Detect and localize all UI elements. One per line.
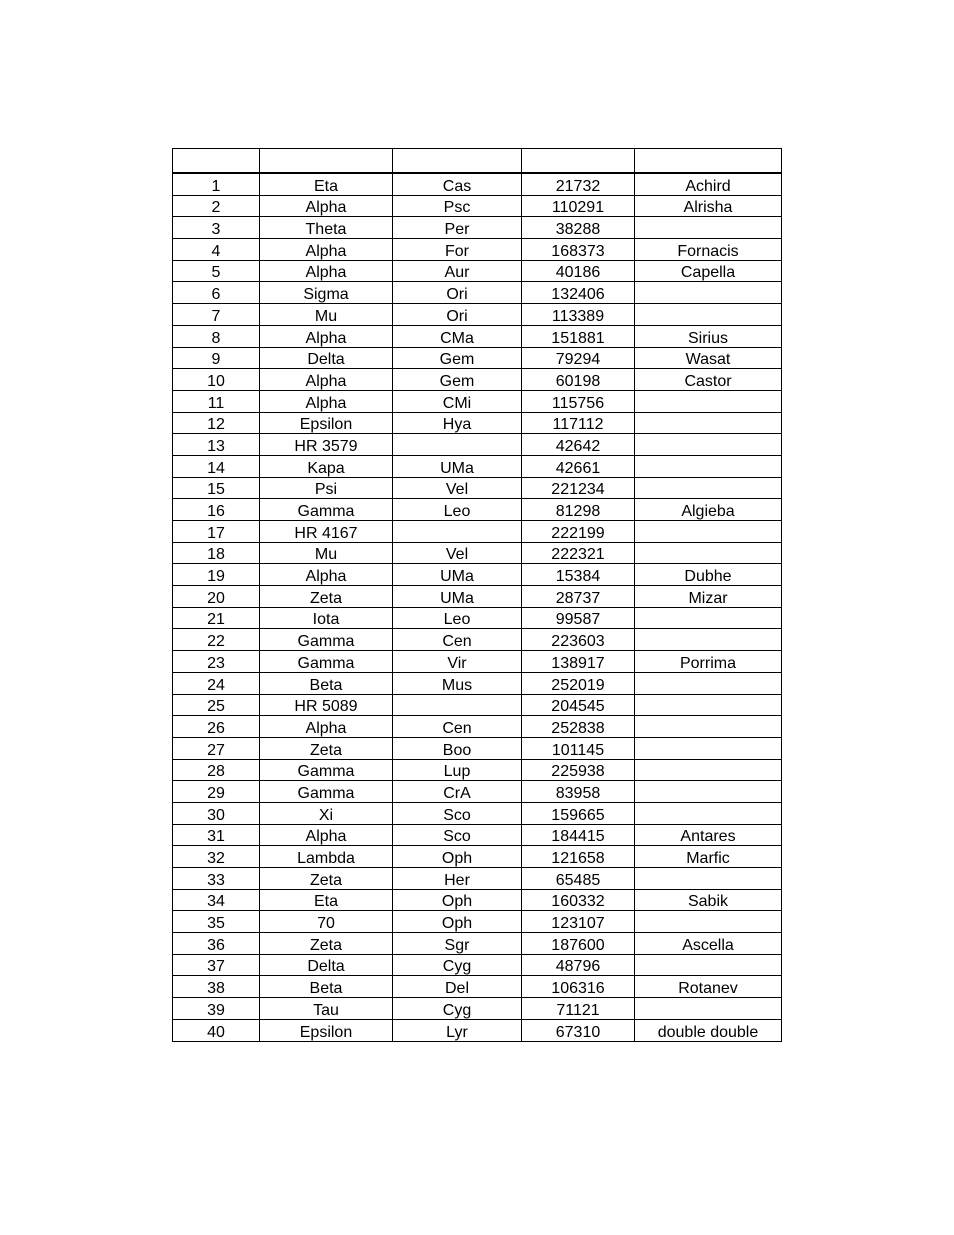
- constellation-cell: [393, 521, 522, 543]
- table-row: [173, 217, 782, 239]
- star-name-cell: Alpha: [260, 239, 393, 261]
- constellation-cell: Ori: [393, 304, 522, 326]
- table-row: [173, 521, 782, 543]
- catalog-number-cell: 222199: [522, 521, 635, 543]
- constellation-cell: Hya: [393, 412, 522, 434]
- star-name-cell: HR 4167: [260, 521, 393, 543]
- table-row: [173, 954, 782, 976]
- catalog-number-cell: 184415: [522, 824, 635, 846]
- header-cell: [393, 149, 522, 174]
- constellation-cell: Oph: [393, 911, 522, 933]
- catalog-number-cell: 106316: [522, 976, 635, 998]
- star-name-cell: Kapa: [260, 455, 393, 477]
- index-cell: 29: [173, 781, 260, 803]
- table-header-row: [173, 149, 782, 174]
- constellation-cell: Leo: [393, 499, 522, 521]
- catalog-number-cell: 252838: [522, 716, 635, 738]
- table-row: [173, 260, 782, 282]
- constellation-cell: Cyg: [393, 998, 522, 1020]
- constellation-cell: Oph: [393, 846, 522, 868]
- table-row: [173, 542, 782, 564]
- catalog-number-cell: 83958: [522, 781, 635, 803]
- proper-name-cell: [635, 434, 782, 456]
- index-cell: 37: [173, 954, 260, 976]
- table-row: [173, 195, 782, 217]
- constellation-cell: CMa: [393, 325, 522, 347]
- proper-name-cell: [635, 521, 782, 543]
- table-row: [173, 976, 782, 998]
- proper-name-cell: [635, 390, 782, 412]
- catalog-number-cell: 168373: [522, 239, 635, 261]
- star-name-cell: Eta: [260, 173, 393, 195]
- table-row: [173, 325, 782, 347]
- table-row: [173, 716, 782, 738]
- table-row: [173, 239, 782, 261]
- table-row: [173, 369, 782, 391]
- catalog-number-cell: 42661: [522, 455, 635, 477]
- index-cell: 17: [173, 521, 260, 543]
- index-cell: 6: [173, 282, 260, 304]
- table-row: [173, 434, 782, 456]
- constellation-cell: Cas: [393, 173, 522, 195]
- star-name-cell: Zeta: [260, 868, 393, 890]
- table-row: [173, 412, 782, 434]
- index-cell: 16: [173, 499, 260, 521]
- proper-name-cell: [635, 455, 782, 477]
- star-name-cell: Alpha: [260, 260, 393, 282]
- proper-name-cell: [635, 282, 782, 304]
- proper-name-cell: Algieba: [635, 499, 782, 521]
- constellation-cell: Lup: [393, 759, 522, 781]
- constellation-cell: Sco: [393, 802, 522, 824]
- index-cell: 3: [173, 217, 260, 239]
- catalog-number-cell: 71121: [522, 998, 635, 1020]
- constellation-cell: UMa: [393, 586, 522, 608]
- star-name-cell: Eta: [260, 889, 393, 911]
- constellation-cell: Del: [393, 976, 522, 998]
- table-row: [173, 737, 782, 759]
- proper-name-cell: [635, 737, 782, 759]
- catalog-number-cell: 159665: [522, 802, 635, 824]
- table-row: [173, 824, 782, 846]
- catalog-number-cell: 99587: [522, 607, 635, 629]
- star-name-cell: Gamma: [260, 499, 393, 521]
- catalog-number-cell: 67310: [522, 1019, 635, 1041]
- index-cell: 15: [173, 477, 260, 499]
- constellation-cell: Lyr: [393, 1019, 522, 1041]
- constellation-cell: Gem: [393, 369, 522, 391]
- proper-name-cell: [635, 716, 782, 738]
- table-row: [173, 455, 782, 477]
- proper-name-cell: [635, 477, 782, 499]
- catalog-number-cell: 117112: [522, 412, 635, 434]
- star-name-cell: Zeta: [260, 933, 393, 955]
- index-cell: 11: [173, 390, 260, 412]
- index-cell: 13: [173, 434, 260, 456]
- index-cell: 2: [173, 195, 260, 217]
- star-name-cell: Zeta: [260, 586, 393, 608]
- proper-name-cell: [635, 304, 782, 326]
- constellation-cell: Cyg: [393, 954, 522, 976]
- index-cell: 21: [173, 607, 260, 629]
- star-name-cell: Gamma: [260, 651, 393, 673]
- catalog-number-cell: 38288: [522, 217, 635, 239]
- proper-name-cell: [635, 998, 782, 1020]
- star-name-cell: Lambda: [260, 846, 393, 868]
- table-row: [173, 173, 782, 195]
- catalog-number-cell: 21732: [522, 173, 635, 195]
- index-cell: 33: [173, 868, 260, 890]
- star-name-cell: Gamma: [260, 629, 393, 651]
- constellation-cell: [393, 434, 522, 456]
- index-cell: 12: [173, 412, 260, 434]
- constellation-cell: Mus: [393, 672, 522, 694]
- catalog-number-cell: 138917: [522, 651, 635, 673]
- table-row: [173, 911, 782, 933]
- catalog-number-cell: 42642: [522, 434, 635, 456]
- table-row: [173, 672, 782, 694]
- star-name-cell: Gamma: [260, 759, 393, 781]
- header-cell: [260, 149, 393, 174]
- star-name-cell: Alpha: [260, 716, 393, 738]
- table-row: [173, 846, 782, 868]
- catalog-number-cell: 60198: [522, 369, 635, 391]
- proper-name-cell: [635, 868, 782, 890]
- proper-name-cell: [635, 911, 782, 933]
- index-cell: 23: [173, 651, 260, 673]
- star-name-cell: 70: [260, 911, 393, 933]
- table-row: [173, 1019, 782, 1041]
- table-row: [173, 586, 782, 608]
- index-cell: 22: [173, 629, 260, 651]
- catalog-number-cell: 28737: [522, 586, 635, 608]
- catalog-number-cell: 115756: [522, 390, 635, 412]
- table-row: [173, 347, 782, 369]
- star-name-cell: Tau: [260, 998, 393, 1020]
- constellation-cell: For: [393, 239, 522, 261]
- table-row: [173, 304, 782, 326]
- header-cell: [173, 149, 260, 174]
- constellation-cell: Vel: [393, 477, 522, 499]
- proper-name-cell: Dubhe: [635, 564, 782, 586]
- table-row: [173, 282, 782, 304]
- proper-name-cell: [635, 607, 782, 629]
- index-cell: 1: [173, 173, 260, 195]
- index-cell: 34: [173, 889, 260, 911]
- constellation-cell: Aur: [393, 260, 522, 282]
- constellation-cell: CMi: [393, 390, 522, 412]
- catalog-number-cell: 40186: [522, 260, 635, 282]
- table-row: [173, 781, 782, 803]
- catalog-number-cell: 151881: [522, 325, 635, 347]
- catalog-number-cell: 121658: [522, 846, 635, 868]
- table-row: [173, 759, 782, 781]
- proper-name-cell: Wasat: [635, 347, 782, 369]
- catalog-number-cell: 123107: [522, 911, 635, 933]
- catalog-number-cell: 48796: [522, 954, 635, 976]
- index-cell: 5: [173, 260, 260, 282]
- star-name-cell: Alpha: [260, 195, 393, 217]
- table-row: [173, 998, 782, 1020]
- table-row: [173, 607, 782, 629]
- constellation-cell: UMa: [393, 455, 522, 477]
- header-cell: [635, 149, 782, 174]
- star-name-cell: Beta: [260, 976, 393, 998]
- star-name-cell: Alpha: [260, 369, 393, 391]
- proper-name-cell: Sirius: [635, 325, 782, 347]
- proper-name-cell: [635, 759, 782, 781]
- proper-name-cell: [635, 954, 782, 976]
- table-row: [173, 651, 782, 673]
- star-name-cell: Delta: [260, 347, 393, 369]
- proper-name-cell: Mizar: [635, 586, 782, 608]
- constellation-cell: Gem: [393, 347, 522, 369]
- proper-name-cell: Marfic: [635, 846, 782, 868]
- proper-name-cell: [635, 217, 782, 239]
- proper-name-cell: Sabik: [635, 889, 782, 911]
- catalog-number-cell: 187600: [522, 933, 635, 955]
- index-cell: 7: [173, 304, 260, 326]
- catalog-number-cell: 222321: [522, 542, 635, 564]
- star-name-cell: Psi: [260, 477, 393, 499]
- star-name-cell: HR 3579: [260, 434, 393, 456]
- index-cell: 26: [173, 716, 260, 738]
- constellation-cell: Boo: [393, 737, 522, 759]
- index-cell: 39: [173, 998, 260, 1020]
- table-row: [173, 868, 782, 890]
- star-table: [172, 148, 782, 1042]
- star-name-cell: Theta: [260, 217, 393, 239]
- catalog-number-cell: 79294: [522, 347, 635, 369]
- star-name-cell: Alpha: [260, 564, 393, 586]
- index-cell: 36: [173, 933, 260, 955]
- index-cell: 19: [173, 564, 260, 586]
- catalog-number-cell: 113389: [522, 304, 635, 326]
- star-name-cell: Delta: [260, 954, 393, 976]
- proper-name-cell: Rotanev: [635, 976, 782, 998]
- star-name-cell: Alpha: [260, 390, 393, 412]
- proper-name-cell: Ascella: [635, 933, 782, 955]
- table-row: [173, 802, 782, 824]
- star-name-cell: Mu: [260, 542, 393, 564]
- index-cell: 18: [173, 542, 260, 564]
- index-cell: 40: [173, 1019, 260, 1041]
- index-cell: 38: [173, 976, 260, 998]
- proper-name-cell: [635, 694, 782, 716]
- proper-name-cell: [635, 542, 782, 564]
- index-cell: 27: [173, 737, 260, 759]
- catalog-number-cell: 101145: [522, 737, 635, 759]
- index-cell: 35: [173, 911, 260, 933]
- table-row: [173, 933, 782, 955]
- constellation-cell: Sco: [393, 824, 522, 846]
- constellation-cell: Oph: [393, 889, 522, 911]
- constellation-cell: UMa: [393, 564, 522, 586]
- proper-name-cell: [635, 781, 782, 803]
- catalog-number-cell: 132406: [522, 282, 635, 304]
- constellation-cell: Vir: [393, 651, 522, 673]
- index-cell: 20: [173, 586, 260, 608]
- constellation-cell: Psc: [393, 195, 522, 217]
- index-cell: 30: [173, 802, 260, 824]
- proper-name-cell: [635, 629, 782, 651]
- star-name-cell: HR 5089: [260, 694, 393, 716]
- star-name-cell: Zeta: [260, 737, 393, 759]
- constellation-cell: Cen: [393, 629, 522, 651]
- star-name-cell: Beta: [260, 672, 393, 694]
- index-cell: 28: [173, 759, 260, 781]
- catalog-number-cell: 65485: [522, 868, 635, 890]
- star-name-cell: Mu: [260, 304, 393, 326]
- star-name-cell: Gamma: [260, 781, 393, 803]
- table-row: [173, 477, 782, 499]
- catalog-number-cell: 221234: [522, 477, 635, 499]
- proper-name-cell: Achird: [635, 173, 782, 195]
- proper-name-cell: [635, 672, 782, 694]
- star-table-body: [173, 149, 782, 1042]
- proper-name-cell: Antares: [635, 824, 782, 846]
- table-row: [173, 694, 782, 716]
- catalog-number-cell: 252019: [522, 672, 635, 694]
- proper-name-cell: Porrima: [635, 651, 782, 673]
- proper-name-cell: [635, 412, 782, 434]
- constellation-cell: CrA: [393, 781, 522, 803]
- star-name-cell: Alpha: [260, 824, 393, 846]
- catalog-number-cell: 223603: [522, 629, 635, 651]
- constellation-cell: Per: [393, 217, 522, 239]
- index-cell: 14: [173, 455, 260, 477]
- index-cell: 8: [173, 325, 260, 347]
- proper-name-cell: Alrisha: [635, 195, 782, 217]
- index-cell: 31: [173, 824, 260, 846]
- star-name-cell: Alpha: [260, 325, 393, 347]
- constellation-cell: Sgr: [393, 933, 522, 955]
- constellation-cell: Leo: [393, 607, 522, 629]
- star-name-cell: Iota: [260, 607, 393, 629]
- proper-name-cell: [635, 802, 782, 824]
- star-name-cell: Xi: [260, 802, 393, 824]
- catalog-number-cell: 204545: [522, 694, 635, 716]
- table-row: [173, 564, 782, 586]
- catalog-number-cell: 81298: [522, 499, 635, 521]
- index-cell: 24: [173, 672, 260, 694]
- table-row: [173, 629, 782, 651]
- index-cell: 32: [173, 846, 260, 868]
- constellation-cell: Ori: [393, 282, 522, 304]
- proper-name-cell: double double: [635, 1019, 782, 1041]
- proper-name-cell: Fornacis: [635, 239, 782, 261]
- table-row: [173, 390, 782, 412]
- constellation-cell: Her: [393, 868, 522, 890]
- proper-name-cell: Castor: [635, 369, 782, 391]
- table-row: [173, 889, 782, 911]
- index-cell: 9: [173, 347, 260, 369]
- catalog-number-cell: 225938: [522, 759, 635, 781]
- index-cell: 10: [173, 369, 260, 391]
- index-cell: 25: [173, 694, 260, 716]
- index-cell: 4: [173, 239, 260, 261]
- star-name-cell: Epsilon: [260, 1019, 393, 1041]
- table-row: [173, 499, 782, 521]
- constellation-cell: Cen: [393, 716, 522, 738]
- header-cell: [522, 149, 635, 174]
- star-name-cell: Epsilon: [260, 412, 393, 434]
- catalog-number-cell: 160332: [522, 889, 635, 911]
- star-name-cell: Sigma: [260, 282, 393, 304]
- constellation-cell: Vel: [393, 542, 522, 564]
- catalog-number-cell: 110291: [522, 195, 635, 217]
- proper-name-cell: Capella: [635, 260, 782, 282]
- constellation-cell: [393, 694, 522, 716]
- catalog-number-cell: 15384: [522, 564, 635, 586]
